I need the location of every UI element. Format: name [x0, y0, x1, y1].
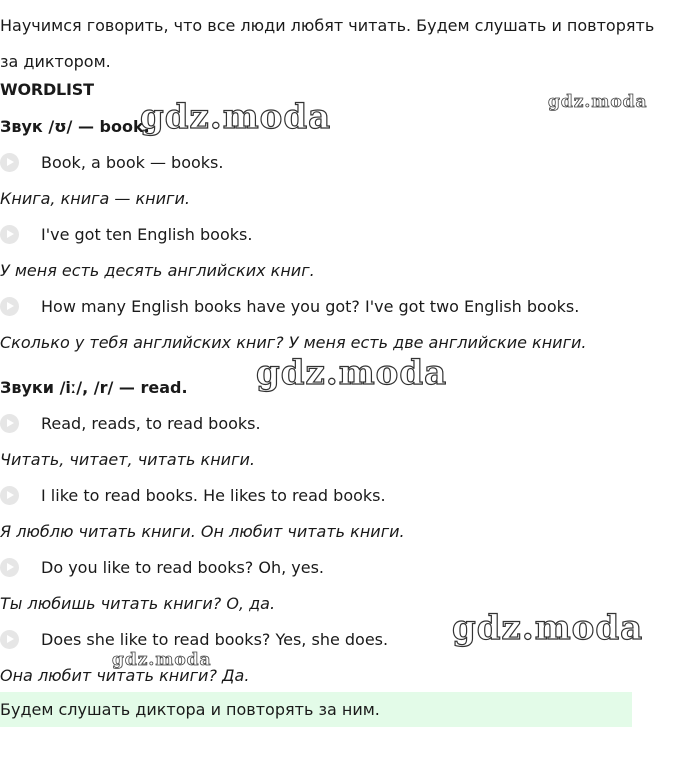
translation-text: Я люблю читать книги. Он любит читать книги. [0, 522, 405, 541]
example-row [0, 411, 261, 435]
play-icon[interactable] [0, 297, 19, 316]
translation-text: Ты любишь читать книги? О, да. [0, 594, 276, 613]
watermark: gdz.moda [548, 92, 648, 112]
play-icon[interactable] [0, 225, 19, 244]
example-text: I like to read books. He likes to read books. [41, 485, 386, 505]
sound-heading-1: Звук /ʊ/ — book. [0, 117, 150, 136]
play-icon[interactable] [0, 414, 19, 433]
example-row [0, 483, 386, 507]
translation-text: У меня есть десять английских книг. [0, 261, 315, 280]
watermark: gdz.moda [140, 97, 332, 137]
translation-text: Сколько у тебя английских книг? У меня есть две английские книги. [0, 333, 587, 352]
watermark: gdz.moda [112, 650, 212, 670]
example-text: Do you like to read books? Oh, yes. [41, 557, 325, 577]
example-text: I've got ten English books. [41, 224, 253, 244]
wordlist-heading: WORDLIST [0, 80, 94, 99]
example-text: Does she like to read books? Yes, she does. [41, 629, 389, 649]
translation-text: Она любит читать книги? Да. [0, 666, 250, 685]
play-icon[interactable] [0, 558, 19, 577]
example-text: Book, a book — books. [41, 152, 224, 172]
play-icon[interactable] [0, 630, 19, 649]
translation-text: Читать, читает, читать книги. [0, 450, 255, 469]
intro-text: Научимся говорить, что все люди любят читать. Будем слушать и повторять за диктором. [0, 16, 655, 71]
example-row [0, 294, 579, 318]
example-text: Read, reads, to read books. [41, 413, 261, 433]
translation-text: Книга, книга — книги. [0, 189, 190, 208]
sound-heading-2: Звуки /iː/, /r/ — read. [0, 378, 188, 397]
example-row [0, 555, 324, 579]
instruction-note: Будем слушать диктора и повторять за ним. [0, 692, 632, 727]
watermark: gdz.moda [256, 353, 448, 393]
example-row [0, 222, 252, 246]
example-text: How many English books have you got? I've got two English books. [41, 296, 580, 316]
play-icon[interactable] [0, 153, 19, 172]
example-row [0, 627, 388, 651]
play-icon[interactable] [0, 486, 19, 505]
watermark: gdz.moda [452, 608, 644, 648]
example-row [0, 150, 223, 174]
